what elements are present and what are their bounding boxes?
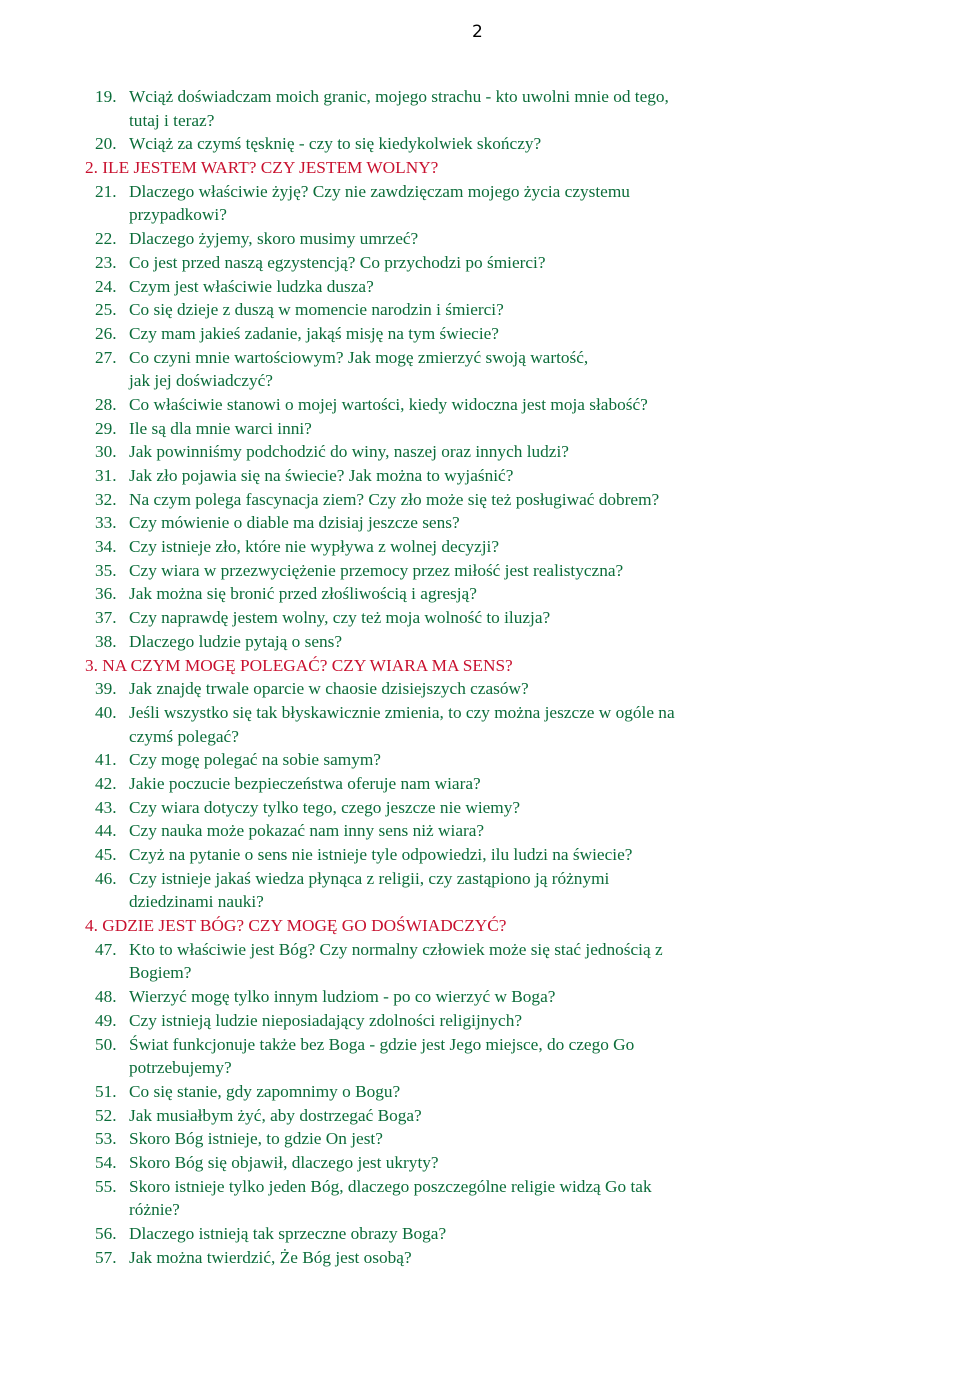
question-text: Kto to właściwie jest Bóg? Czy normalny człowiek może się stać jednością z [129,939,663,959]
question-number: 36. [95,584,117,604]
question-text: Czy mogę polegać na sobie samym? [129,750,381,770]
question-item [0,1127,960,1151]
question-list [0,85,960,1269]
question-continuation: jak jej doświadczyć? [129,371,273,391]
question-item [0,1009,960,1033]
question-item [0,322,960,346]
question-number: 39. [95,679,117,699]
question-text: Jakie poczucie bezpieczeństwa oferuje nam wiara? [129,773,481,793]
question-text: Skoro Bóg istnieje, to gdzie On jest? [129,1129,383,1149]
question-item [0,180,960,204]
question-text: Czy wiara dotyczy tylko tego, czego jeszcze nie wiemy? [129,797,521,817]
question-text: Co czyni mnie wartościowym? Jak mogę zmierzyć swoją wartość, [129,347,589,367]
question-item [0,85,960,109]
question-number: 49. [95,1010,117,1030]
question-text: Co właściwie stanowi o mojej wartości, kiedy widoczna jest moja słabość? [129,394,648,414]
question-item [0,440,960,464]
question-text: Czy istnieje zło, które nie wypływa z wolnej decyzji? [129,537,499,557]
question-number: 23. [95,252,117,272]
question-number: 54. [95,1152,117,1172]
question-item [0,582,960,606]
section-heading: 2. ILE JESTEM WART? CZY JESTEM WOLNY? [85,158,439,178]
question-item [0,346,960,370]
question-number: 45. [95,845,117,864]
question-number: 56. [95,1224,117,1243]
question-item [0,535,960,559]
question-text: Czy istnieją ludzie nieposiadający zdolności religijnych? [129,1010,523,1030]
question-text: Jak powinniśmy podchodzić do winy, naszej oraz innych ludzi? [129,442,569,462]
question-number: 50. [95,1034,117,1054]
question-number: 38. [95,631,117,651]
question-item [0,1033,960,1057]
question-text: Czyż na pytanie o sens nie istnieje tyle odpowiedzi, ilu ludzi na świecie? [129,845,633,864]
question-item [0,772,960,796]
question-text: Dlaczego istnieją tak sprzeczne obrazy Boga? [129,1224,447,1243]
question-item [0,275,960,299]
question-number: 40. [95,702,117,722]
question-item [0,843,960,867]
question-number: 21. [95,181,117,201]
question-number: 51. [95,1081,117,1101]
question-number: 29. [95,418,117,438]
question-text: Czym jest właściwie ludzka dusza? [129,276,374,296]
question-number: 55. [95,1176,117,1196]
question-text: Jak musiałbym żyć, aby dostrzegać Boga? [129,1105,422,1125]
question-number: 22. [95,229,117,249]
question-item [0,701,960,725]
question-continuation: potrzebujemy? [129,1058,232,1078]
question-number: 27. [95,347,117,367]
question-item [0,748,960,772]
question-item [0,938,960,962]
question-continuation: różnie? [129,1200,180,1220]
question-number: 47. [95,939,117,959]
question-text: Czy istnieje jakaś wiedza płynąca z religii, czy zastąpiono ją różnymi [129,868,610,888]
question-text: Wierzyć mogę tylko innym ludziom - po co wierzyć w Boga? [129,987,556,1007]
question-item [0,251,960,275]
question-text: Na czym polega fascynacja ziem? Czy zło może się też posługiwać dobrem? [129,489,660,509]
question-item [0,1246,960,1270]
question-item [0,417,960,441]
question-text: Jak zło pojawia się na świecie? Jak można to wyjaśnić? [129,466,514,485]
question-item [0,132,960,156]
question-item [0,867,960,891]
question-text: Co się dzieje z duszą w momencie narodzin i śmierci? [129,300,504,320]
question-item [0,796,960,820]
question-item [0,1151,960,1175]
question-number: 19. [95,87,117,106]
question-continuation: dziedzinami nauki? [129,892,264,912]
question-number: 57. [95,1247,117,1267]
question-item [0,298,960,322]
question-item [0,1222,960,1246]
question-number: 44. [95,821,117,841]
question-number: 41. [95,750,117,770]
question-text: Ile są dla mnie warci inni? [129,418,312,438]
question-item [0,559,960,583]
question-number: 28. [95,394,117,414]
question-number: 32. [95,489,117,509]
question-continuation: czymś polegać? [129,726,239,746]
question-text: Czy naprawdę jestem wolny, czy też moja wolność to iluzja? [129,608,551,628]
question-text: Skoro istnieje tylko jeden Bóg, dlaczego poszczególne religie widzą Go tak [129,1176,652,1196]
question-item [0,488,960,512]
question-item [0,511,960,535]
question-item [0,1104,960,1128]
question-item [0,630,960,654]
question-text: Wciąż doświadczam moich granic, mojego strachu - kto uwolni mnie od tego, [129,87,669,106]
question-text: Dlaczego żyjemy, skoro musimy umrzeć? [129,229,419,249]
question-continuation: przypadkowi? [129,205,227,225]
question-number: 26. [95,323,117,343]
question-continuation: tutaj i teraz? [129,110,215,130]
question-text: Dlaczego ludzie pytają o sens? [129,631,343,651]
question-text: Jak można twierdzić, Że Bóg jest osobą? [129,1247,412,1267]
question-number: 42. [95,773,117,793]
question-text: Wciąż za czymś tęsknię - czy to się kiedykolwiek skończy? [129,134,542,154]
question-number: 20. [95,134,117,154]
question-text: Czy mówienie o diable ma dzisiaj jeszcze sens? [129,513,460,533]
question-continuation: Bogiem? [129,963,192,983]
question-number: 35. [95,560,117,580]
question-item [0,819,960,843]
page-number: 2 [472,22,483,42]
question-item [0,227,960,251]
question-item [0,464,960,488]
question-item [0,985,960,1009]
question-text: Co się stanie, gdy zapomnimy o Bogu? [129,1081,401,1101]
question-number: 24. [95,276,117,296]
question-item [0,606,960,630]
question-number: 31. [95,466,117,485]
question-item [0,677,960,701]
question-number: 53. [95,1129,117,1149]
question-number: 33. [95,513,117,533]
question-text: Jak można się bronić przed złośliwością i agresją? [129,584,477,604]
question-text: Czy nauka może pokazać nam inny sens niż wiara? [129,821,485,841]
question-text: Świat funkcjonuje także bez Boga - gdzie jest Jego miejsce, do czego Go [129,1034,635,1054]
section-heading: 3. NA CZYM MOGĘ POLEGAĆ? CZY WIARA MA SENS? [85,655,513,675]
question-number: 30. [95,442,117,462]
question-item [0,1080,960,1104]
question-text: Skoro Bóg się objawił, dlaczego jest ukryty? [129,1152,439,1172]
question-text: Dlaczego właściwie żyję? Czy nie zawdzięczam mojego życia czystemu [129,181,630,201]
section-heading: 4. GDZIE JEST BÓG? CZY MOGĘ GO DOŚWIADCZYĆ? [85,916,507,936]
question-number: 37. [95,608,117,628]
question-text: Czy mam jakieś zadanie, jakąś misję na tym świecie? [129,323,499,343]
question-item [0,393,960,417]
question-text: Jak znajdę trwale oparcie w chaosie dzisiejszych czasów? [129,679,529,699]
question-number: 34. [95,537,117,557]
question-number: 52. [95,1105,117,1125]
question-number: 48. [95,987,117,1007]
question-number: 46. [95,868,117,888]
question-text: Jeśli wszystko się tak błyskawicznie zmienia, to czy można jeszcze w ogóle na [129,702,675,722]
question-number: 25. [95,300,117,320]
question-text: Czy wiara w przezwyciężenie przemocy przez miłość jest realistyczna? [129,560,624,580]
question-text: Co jest przed naszą egzystencją? Co przychodzi po śmierci? [129,252,546,272]
question-number: 43. [95,797,117,817]
question-item [0,1175,960,1199]
